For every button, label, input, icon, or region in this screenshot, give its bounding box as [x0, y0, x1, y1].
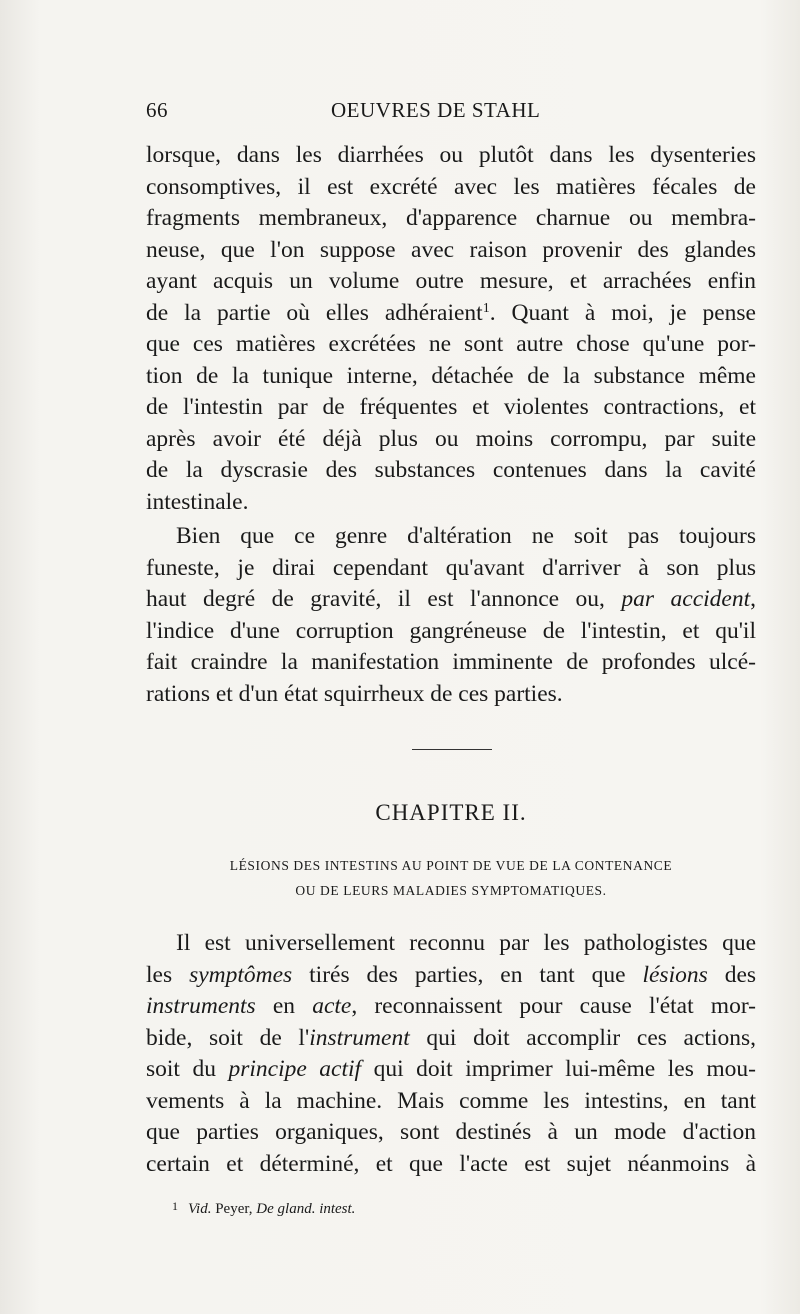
text-line: [146, 991, 756, 1023]
text-segment: tirés des parties, en tant que: [309, 961, 626, 988]
italic-text: principe actif: [228, 1056, 362, 1082]
text-line: funeste, je dirai cependant qu'avant d'arriver à son plus: [146, 554, 756, 581]
text-line: [146, 960, 756, 992]
text-line: après avoir été déjà plus ou moins corrompu, par suite: [146, 425, 756, 452]
text-line: fragments membraneux, d'apparence charnue ou membra-: [146, 205, 756, 231]
text-line: [146, 298, 756, 330]
text-line: l'indice d'une corruption gangréneuse de l'intestin, et qu'il: [146, 617, 756, 644]
text-line: de la dyscrasie des substances contenues dans la cavité: [146, 457, 756, 483]
text-line: fait craindre la manifestation imminente de profondes ulcé-: [146, 649, 756, 675]
subtitle-line: OU DE LEURS MALADIES SYMPTOMATIQUES.: [295, 883, 607, 898]
text-line: lorsque, dans les diarrhées ou plutôt dans les dysenteries: [146, 142, 756, 168]
text-segment: bide, soit de l': [146, 1024, 310, 1051]
text-line: [146, 1054, 756, 1086]
page-number: 66: [146, 98, 168, 122]
italic-text: lésions: [642, 961, 708, 988]
text-line: consomptives, il est excrété avec les matières fécales de: [146, 173, 756, 200]
text-line: neuse, que l'on suppose avec raison provenir des glandes: [146, 236, 756, 263]
text-segment: qui doit imprimer lui-même les mou-: [373, 1056, 756, 1082]
page-header: [146, 98, 756, 128]
footnote-work: De gland. intest.: [256, 1201, 356, 1217]
text-line: certain et déterminé, et que l'acte est sujet néanmoins à: [146, 1150, 756, 1177]
text-line: que ces matières excrétées ne sont autre chose qu'une por-: [146, 331, 756, 357]
text-segment: , reconnaissent pour cause l'état mor-: [351, 993, 757, 1019]
text-line: [146, 1023, 756, 1055]
subtitle-line: LÉSIONS DES INTESTINS AU POINT DE VUE DE LA CONTENANCE: [229, 858, 673, 873]
italic-text: par accident: [621, 586, 751, 612]
text-segment: soit du: [146, 1056, 216, 1082]
paragraph-1: [146, 140, 756, 518]
footnote: [172, 1196, 672, 1219]
text-line: de l'intestin par de fréquentes et violentes contractions, et: [146, 394, 756, 420]
text-segment: les: [146, 961, 173, 988]
footnote-mark: 1: [482, 300, 490, 316]
text-segment: en: [272, 993, 296, 1019]
text-line: Il est universellement reconnu par les pathologistes que: [176, 930, 756, 956]
text-line: que parties organiques, sont destinés à un mode d'action: [146, 1119, 756, 1145]
italic-text: instruments: [146, 993, 256, 1019]
paragraph-3: [146, 928, 756, 1180]
text-segment: ,: [750, 586, 756, 612]
text-segment: qui doit accomplir ces actions,: [426, 1024, 756, 1051]
text-line: Bien que ce genre d'altération ne soit pas toujours: [176, 523, 756, 549]
text-segment: haut degré de gravité, il est l'annonce ou,: [146, 586, 605, 612]
paragraph-2: [146, 521, 756, 710]
italic-text: symptômes: [189, 961, 293, 988]
text-line: vements à la machine. Mais comme les intestins, en tant: [146, 1087, 756, 1114]
footnote-author: Peyer,: [215, 1201, 253, 1217]
italic-text: instrument: [309, 1024, 410, 1051]
chapter-subtitle: [146, 853, 756, 903]
italic-text: acte: [312, 993, 352, 1019]
footnote-vid: Vid.: [188, 1201, 212, 1217]
running-title: OEUVRES DE STAHL: [331, 98, 541, 122]
text-line: ayant acquis un volume outre mesure, et arrachées enfin: [146, 268, 756, 294]
footnote-number: 1: [172, 1199, 178, 1213]
text-segment: de la partie où elles adhéraient: [146, 299, 483, 326]
section-divider: [412, 749, 492, 750]
text-line: intestinale.: [146, 488, 249, 515]
text-segment: . Quant à moi, je pense: [489, 299, 756, 326]
text-line: tion de la tunique interne, détachée de la substance même: [146, 362, 756, 389]
chapter-title: CHAPITRE II.: [375, 800, 527, 825]
text-line: [146, 584, 756, 616]
text-segment: des: [724, 961, 757, 988]
text-line: rations et d'un état squirrheux de ces parties.: [146, 680, 563, 707]
